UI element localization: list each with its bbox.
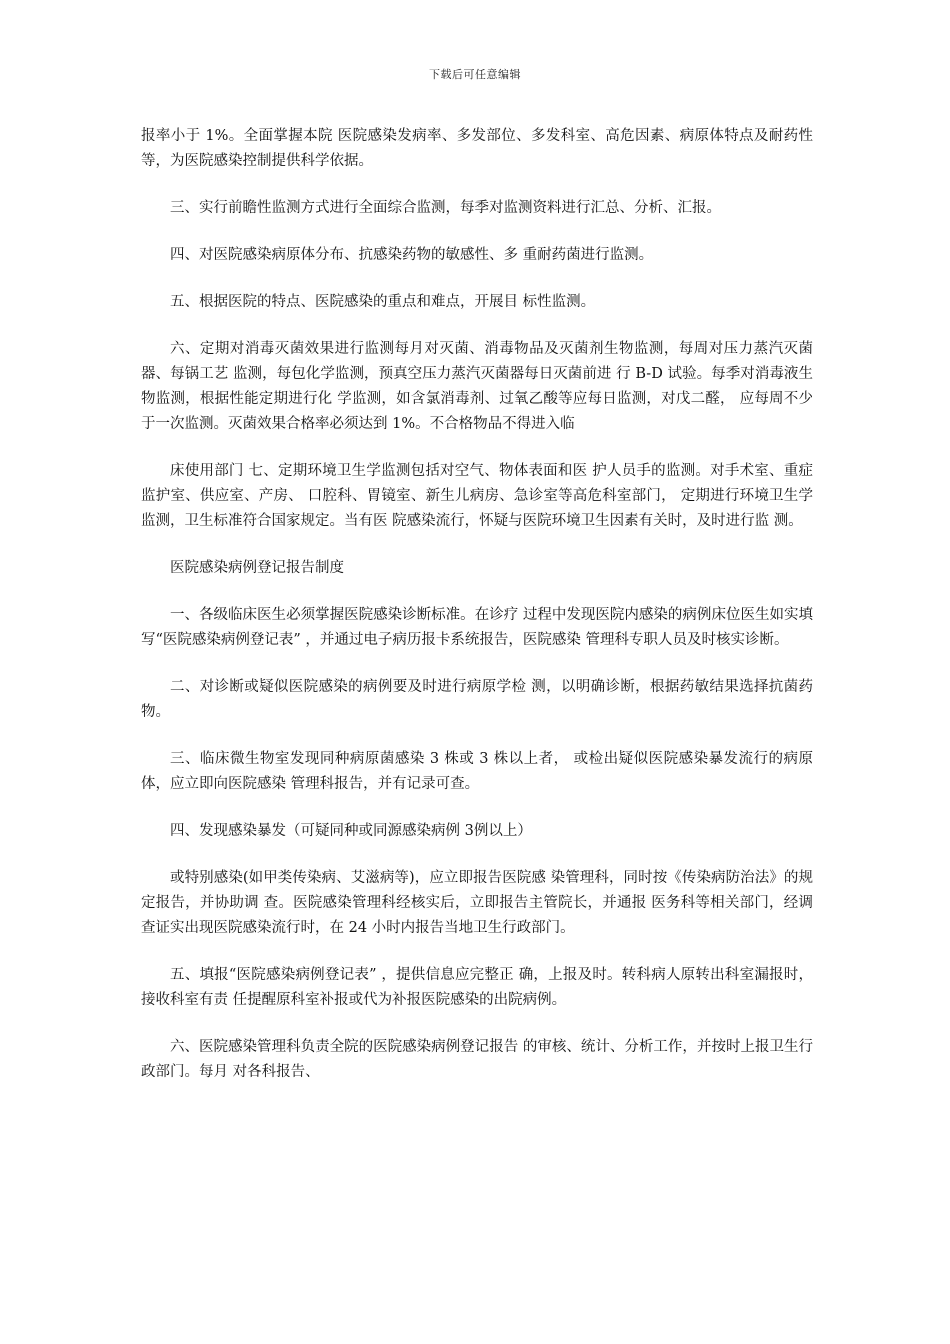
paragraph-report-5: 五、填报“医院感染病例登记表” ，提供信息应完整正 确，上报及时。转科病人原转出科室漏报时，接收科室有责 任提醒原科室补报或代为补报医院感染的出院病例。 xyxy=(141,967,813,1008)
paragraph-item-5: 五、根据医院的特点、医院感染的重点和难点，开展目 标性监测。 xyxy=(170,294,596,310)
paragraph-report-1: 一、各级临床医生必须掌握医院感染诊断标准。在诊疗 过程中发现医院内感染的病例床位医生如实填写“医院感染病例登记表” ，并通过电子病历报卡系统报告，医院感染 管理科专职人员及时核实诊断。 xyxy=(141,607,813,648)
paragraph-item-3: 三、实行前瞻性监测方式进行全面综合监测，每季对监测资料进行汇总、分析、汇报。 xyxy=(170,200,721,216)
paragraph-report-4: 四、发现感染暴发（可疑同种或同源感染病例 3例以上） xyxy=(170,823,532,839)
paragraph-item-6: 六、定期对消毒灭菌效果进行监测每月对灭菌、消毒物品及灭菌剂生物监测，每周对压力蒸汽灭菌器、每锅工艺 监测，每包化学监测，预真空压力蒸汽灭菌器每日灭菌前进 行 B-D 试验。每季对消毒液生物监测，根据性能定期进行化 学监测，如含氯消毒剂、过氧乙酸等应每日监测，对戊二醛， 应每周不少于一次监测。灭菌效果合格率必须达到 1%。不合格物品不得进入临 xyxy=(141,341,813,432)
paragraph-report-2: 二、对诊断或疑似医院感染的病例要及时进行病原学检 测，以明确诊断，根据药敏结果选择抗菌药物。 xyxy=(141,679,813,720)
page-header: 下载后可任意编辑 xyxy=(429,68,521,81)
paragraph-item-7: 床使用部门 七、定期环境卫生学监测包括对空气、物体表面和医 护人员手的监测。对手术室、重症监护室、供应室、产房、 口腔科、胃镜室、新生儿病房、急诊室等高危科室部门， 定期进行环境卫生学监测，卫生标准符合国家规定。当有医 院感染流行，怀疑与医院环境卫生因素有关时，及时进行监 测。 xyxy=(141,463,813,529)
paragraph-report-3: 三、临床微生物室发现同种病原菌感染 3 株或 3 株以上者， 或检出疑似医院感染暴发流行的病原体，应立即向医院感染 管理科报告，并有记录可查。 xyxy=(141,751,813,792)
section-title: 医院感染病例登记报告制度 xyxy=(170,560,344,576)
document-body xyxy=(141,124,813,1107)
paragraph-continuation: 报率小于 1%。全面掌握本院 医院感染发病率、多发部位、多发科室、高危因素、病原体特点及耐药性等，为医院感染控制提供科学依据。 xyxy=(141,128,813,169)
paragraph-report-4-cont: 或特别感染(如甲类传染病、艾滋病等)，应立即报告医院感 染管理科，同时按《传染病防治法》的规定报告，并协助调 查。医院感染管理科经核实后，立即报告主管院长，并通报 医务科等相关部门，经调查证实出现医院感染流行时，在 24 小时内报告当地卫生行政部门。 xyxy=(141,870,813,936)
paragraph-item-4: 四、对医院感染病原体分布、抗感染药物的敏感性、多 重耐药菌进行监测。 xyxy=(170,247,654,263)
paragraph-report-6: 六、医院感染管理科负责全院的医院感染病例登记报告 的审核、统计、分析工作，并按时上报卫生行政部门。每月 对各科报告、 xyxy=(141,1039,813,1080)
